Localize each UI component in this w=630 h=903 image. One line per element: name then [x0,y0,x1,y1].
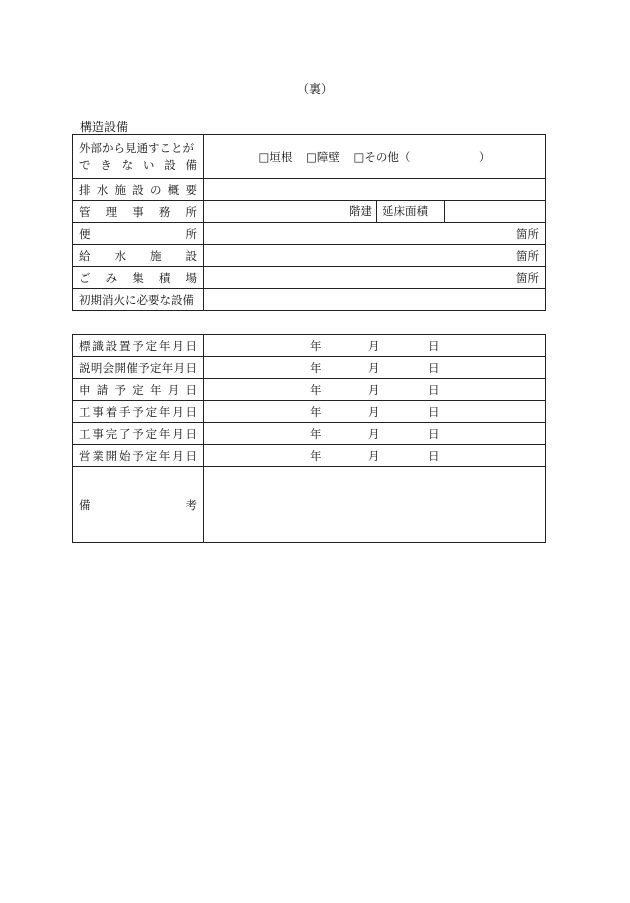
hedge-checkbox[interactable]: □垣根 [258,149,293,164]
construction-end-value[interactable]: 年 月 日 [204,423,546,445]
wall-checkbox[interactable]: □障壁 [305,149,340,164]
construction-end-label: 工 事 完 了 予 定 年 月 日 [73,423,204,445]
briefing-date-label: 説 明 会 開 催 予 定 年 月 日 [73,357,204,379]
other-checkbox[interactable]: □その他（ [353,149,411,164]
drainage-label: 排 水 施 設 の 概 要 [73,179,204,201]
concealment-options[interactable] [204,135,546,179]
sign-date-value[interactable]: 年 月 日 [204,335,546,357]
concealment-label: 外部から見通すことが で き な い 設 備 [73,135,204,179]
other-close-paren: ） [479,149,491,164]
toilet-label: 便 所 [73,223,204,245]
business-start-label: 営 業 開 始 予 定 年 月 日 [73,445,204,467]
structure-equipment-table [72,134,546,311]
office-value[interactable] [204,201,546,223]
schedule-table [72,334,546,543]
business-start-value[interactable]: 年 月 日 [204,445,546,467]
garbage-count-unit[interactable]: 箇所 [204,267,546,289]
fire-equipment-value[interactable] [204,289,546,311]
section-title: 構造設備 [80,120,129,134]
office-label: 管 理 事 務 所 [73,201,204,223]
sign-date-label: 標 識 設 置 予 定 年 月 日 [73,335,204,357]
floors-unit: 階建 [349,204,372,218]
briefing-date-value[interactable]: 年 月 日 [204,357,546,379]
water-count-unit[interactable]: 箇所 [204,245,546,267]
fire-equipment-label: 初期消火に必要な設備 [73,289,204,311]
remarks-label: 備 考 [73,467,204,543]
application-date-value[interactable]: 年 月 日 [204,379,546,401]
construction-start-value[interactable]: 年 月 日 [204,401,546,423]
remarks-value[interactable] [204,467,546,543]
construction-start-label: 工 事 着 手 予 定 年 月 日 [73,401,204,423]
drainage-value[interactable] [204,179,546,201]
application-date-label: 申 請 予 定 年 月 日 [73,379,204,401]
floor-area-value[interactable] [444,201,545,222]
page-title: （裏） [296,82,333,96]
toilet-count-unit[interactable]: 箇所 [204,223,546,245]
garbage-label: ご み 集 積 場 [73,267,204,289]
floor-area-label: 延床面積 [376,201,444,222]
water-label: 給 水 施 設 [73,245,204,267]
